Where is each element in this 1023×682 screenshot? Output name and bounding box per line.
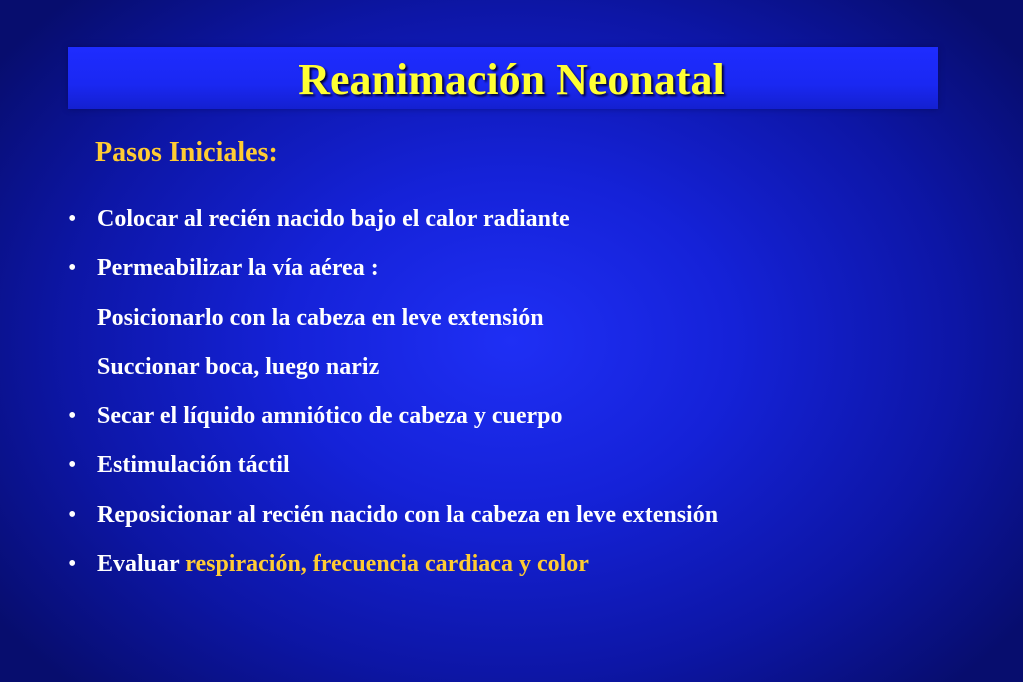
bullet-marker: • (68, 255, 77, 282)
list-item (68, 204, 718, 253)
bullet-marker: • (68, 551, 77, 578)
list-item-text: Posicionarlo con la cabeza en leve extensión (97, 304, 544, 331)
list-item (68, 549, 718, 598)
slide-title: Reanimación Neonatal (298, 55, 725, 104)
list-item (68, 500, 718, 549)
list-item-text: Evaluar (97, 551, 186, 578)
list-item-text: Permeabilizar la vía aérea : (97, 255, 379, 282)
bullet-marker: • (68, 403, 77, 430)
list-item (68, 253, 718, 302)
highlighted-text: respiración, frecuencia cardiaca y color (185, 551, 589, 578)
list-item-text: Secar el líquido amniótico de cabeza y cuerpo (97, 403, 563, 430)
slide-subtitle: Pasos Iniciales: (95, 137, 278, 168)
list-item (68, 352, 718, 401)
list-item-text: Reposicionar al recién nacido con la cabeza en leve extensión (97, 501, 719, 528)
list-item-text: Estimulación táctil (97, 452, 290, 479)
list-item-text: Succionar boca, luego nariz (97, 353, 380, 380)
list-item (68, 450, 718, 499)
bullet-marker: • (68, 452, 77, 479)
list-item (68, 303, 718, 352)
list-item-text: Colocar al recién nacido bajo el calor radiante (97, 206, 570, 232)
steps-list (68, 204, 718, 598)
bullet-marker: • (68, 206, 77, 232)
list-item (68, 401, 718, 450)
bullet-marker: • (68, 501, 77, 528)
